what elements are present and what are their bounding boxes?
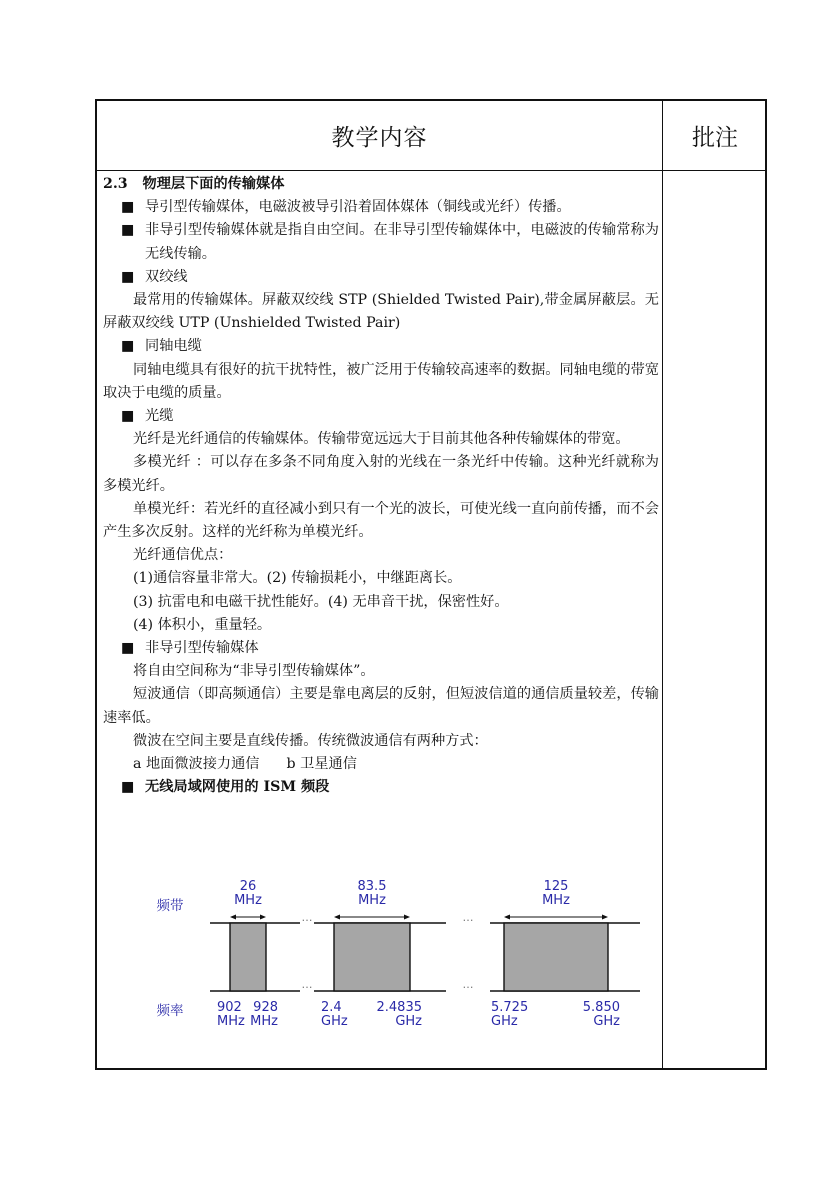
para-fiber-advantages: 光纤通信优点： (133, 547, 233, 564)
band-width-value: 83.5 (357, 879, 387, 894)
bullet-guided-media: ■ 导引型传输媒体，电磁波被导引沿着固体媒体（铜线或光纤）传播。 (103, 196, 659, 219)
para-fiber: 光纤是光纤通信的传输媒体。传输带宽远远大于目前其他各种传输媒体的带宽。 (133, 431, 630, 448)
arrow-head-left-icon (230, 915, 236, 920)
freq-high-unit: GHz (395, 1014, 422, 1029)
ellipsis-mark: … (462, 978, 474, 991)
bullet-square-icon: ■ (121, 222, 135, 239)
para-advantage-3: (4) 体积小，重量轻。 (133, 616, 272, 633)
freq-high-value: 5.850 (582, 1000, 620, 1015)
band-width-value: 26 (239, 879, 257, 894)
bullet-square-icon: ■ (121, 640, 135, 657)
freq-low-unit: GHz (321, 1014, 348, 1029)
freq-low-value: 902 (217, 1000, 242, 1015)
para-shortwave: 短波通信（即高频通信）主要是靠电离层的反射，但短波信道的通信质量较差，传输速率低。 (103, 686, 659, 726)
ellipsis-mark: … (462, 911, 474, 924)
band-width-unit: MHz (358, 893, 386, 908)
freq-low-value: 5.725 (491, 1000, 529, 1015)
bullet-square-icon: ■ (121, 199, 135, 216)
para-multimode: 多模光纤 ：可以存在多条不同角度入射的光线在一条光纤中传输。这种光纤就称为多模光纤。 (103, 454, 659, 494)
section-number: 2.3 (103, 176, 128, 192)
arrow-head-right-icon (260, 915, 266, 920)
freq-high-value: 2.4835 (376, 1000, 422, 1015)
para-microwave: 微波在空间主要是直线传播。传统微波通信有两种方式： (133, 732, 488, 749)
freq-high-unit: MHz (250, 1014, 278, 1029)
bullet-square-icon: ■ (121, 779, 135, 796)
bullet-coax: ■ 同轴电缆 (103, 335, 659, 358)
ism-band-diagram (150, 878, 650, 1038)
column-divider (662, 101, 663, 1068)
para-twisted-pair: 最常用的传输媒体。屏蔽双绞线 STP (Shielded Twisted Pair),带金属屏蔽层。无屏蔽双绞线 UTP (Unshielded Twisted Pair) (103, 292, 659, 332)
freq-high-value: 928 (253, 1000, 278, 1015)
bullet-square-icon: ■ (121, 268, 135, 285)
freq-low-unit: GHz (491, 1014, 518, 1029)
band-rect (504, 923, 608, 991)
arrow-head-right-icon (404, 915, 410, 920)
arrow-head-left-icon (504, 915, 510, 920)
section-heading (103, 173, 659, 196)
header-notes: 批注 (692, 125, 738, 151)
bullet-unguided-type: ■ 非导引型传输媒体 (103, 637, 659, 660)
arrow-head-left-icon (334, 915, 340, 920)
para-advantage-1: (1)通信容量非常大。(2) 传输损耗小，中继距离长。 (133, 570, 462, 587)
para-coax: 同轴电缆具有很好的抗干扰特性，被广泛用于传输较高速率的数据。同轴电缆的带宽取决于电缆的质量。 (103, 361, 659, 401)
freq-low-unit: MHz (217, 1014, 245, 1029)
content-body (103, 173, 659, 799)
freq-low-value: 2.4 (321, 1000, 342, 1015)
freq-label: 频率 (156, 1003, 184, 1019)
band-rect (334, 923, 410, 991)
header-divider (97, 170, 765, 171)
bullet-twisted-pair: ■ 双绞线 (103, 266, 659, 289)
para-advantage-2: (3) 抗雷电和电磁干扰性能好。(4) 无串音干扰，保密性好。 (133, 593, 509, 610)
band-label: 频带 (156, 898, 184, 914)
band-width-unit: MHz (234, 893, 262, 908)
bullet-square-icon: ■ (121, 408, 135, 425)
bullet-fiber: ■ 光缆 (103, 405, 659, 428)
ellipsis-mark: … (301, 911, 313, 924)
para-singlemode: 单模光纤：若光纤的直径减小到只有一个光的波长，可使光线一直向前传播，而不会产生多次反射。这样的光纤称为单模光纤。 (103, 500, 659, 541)
para-free-space: 将自由空间称为“非导引型传输媒体”。 (133, 663, 375, 680)
band-width-value: 125 (543, 879, 569, 894)
bullet-unguided-media: ■ 非导引型传输媒体就是指自由空间。在非导引型传输媒体中，电磁波的传输常称为无线传输。 (103, 219, 659, 265)
bullet-ism-band: ■ 无线局域网使用的 ISM 频段 (103, 776, 659, 799)
header-content: 教学内容 (331, 125, 428, 151)
freq-high-unit: GHz (593, 1014, 620, 1029)
arrow-head-right-icon (602, 915, 608, 920)
ism-band-svg (150, 878, 650, 1038)
para-microwave-modes: a 地面微波接力通信 b 卫星通信 (133, 756, 357, 773)
bullet-square-icon: ■ (121, 338, 135, 355)
ellipsis-mark: … (301, 978, 313, 991)
section-title: 物理层下面的传输媒体 (142, 176, 285, 192)
band-width-unit: MHz (542, 893, 570, 908)
band-rect (230, 923, 266, 991)
